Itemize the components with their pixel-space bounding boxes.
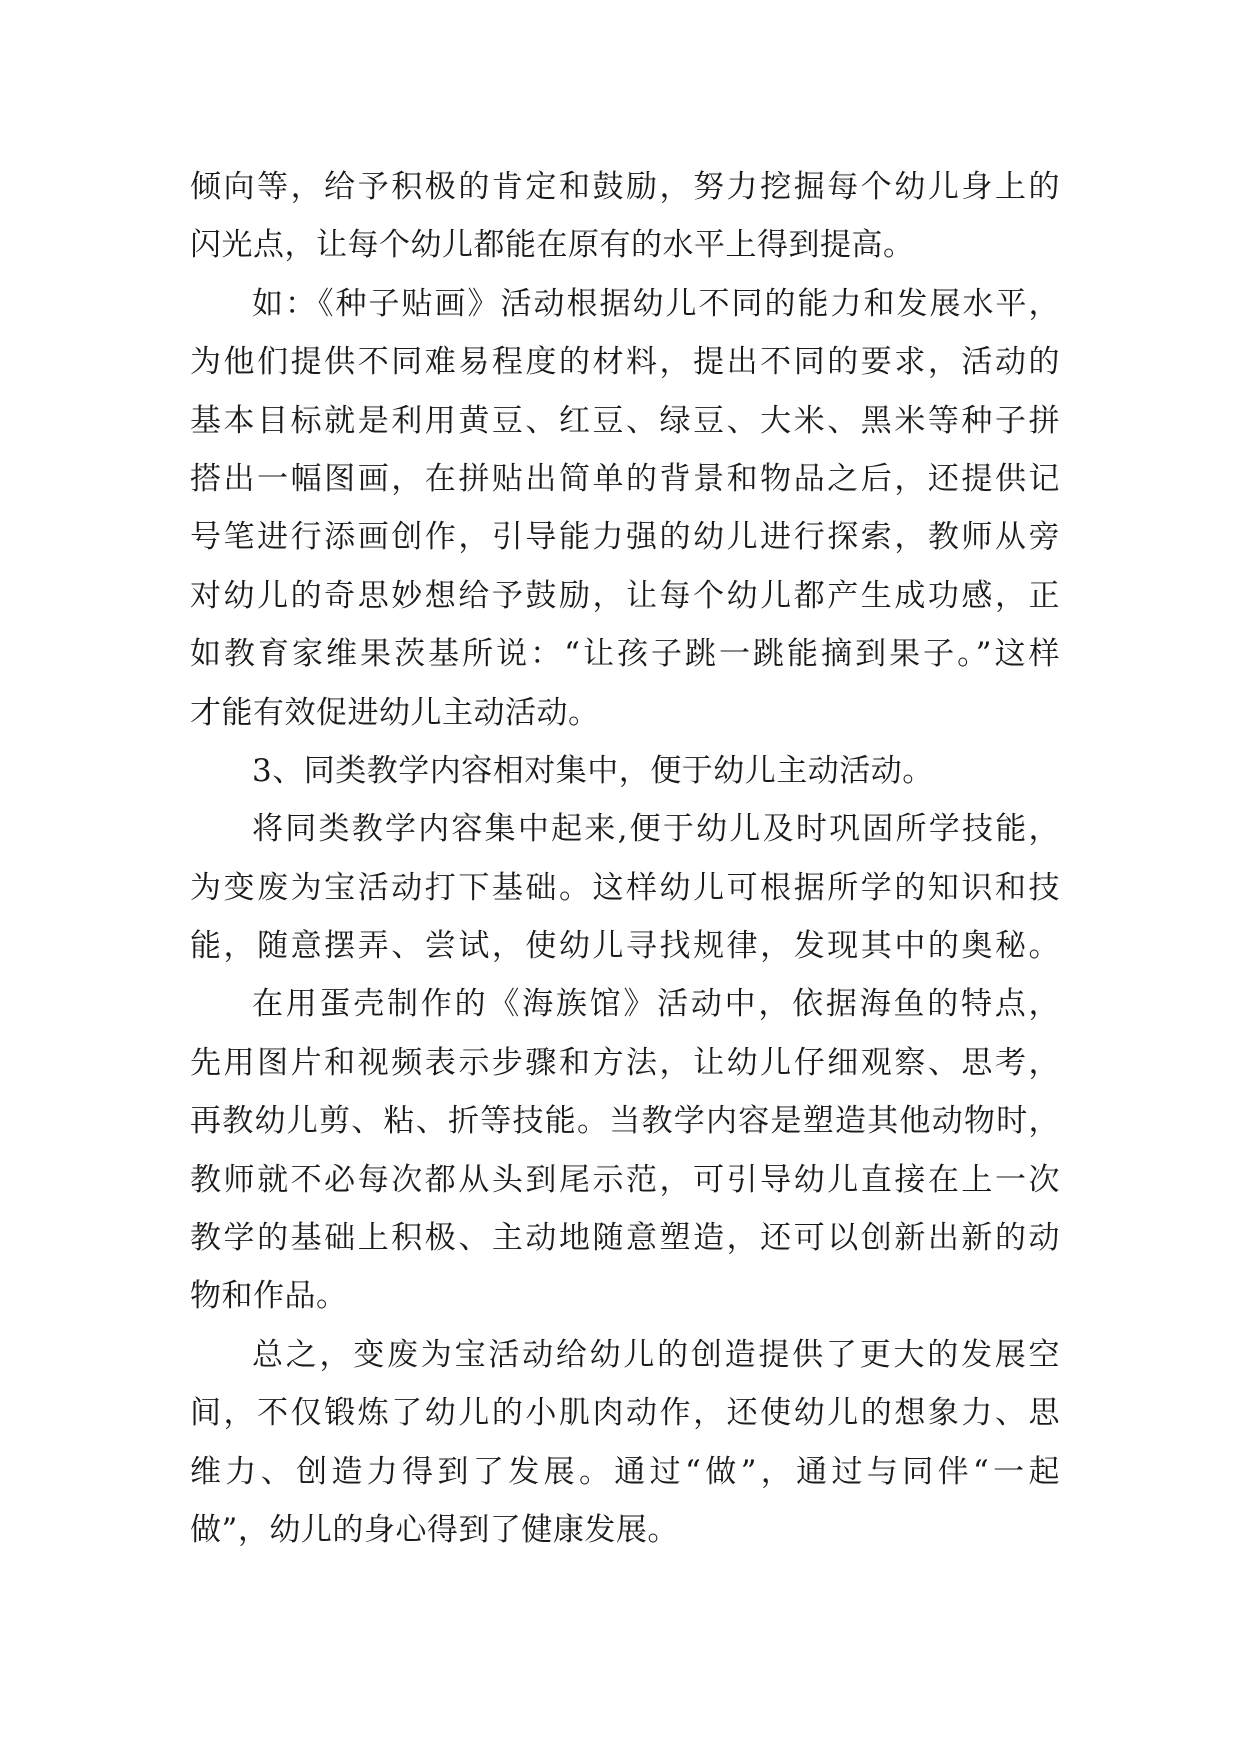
text-line: 号笔进行添画创作，引导能力强的幼儿进行探索，教师从旁 xyxy=(190,519,1060,556)
text-line: 做”，幼儿的身心得到了健康发展。 xyxy=(190,1511,679,1548)
document-body xyxy=(190,158,1060,1559)
text-line: 教学的基础上积极、主动地随意塑造，还可以创新出新的动 xyxy=(190,1220,1060,1257)
text-line: 3、同类教学内容相对集中，便于幼儿主动活动。 xyxy=(252,752,934,789)
text-line: 搭出一幅图画，在拼贴出简单的背景和物品之后，还提供记 xyxy=(190,460,1060,497)
text-line: 总之，变废为宝活动给幼儿的创造提供了更大的发展空 xyxy=(252,1336,1060,1373)
paragraph xyxy=(190,275,1060,742)
text-line: 在用蛋壳制作的《海族馆》活动中，依据海鱼的特点， xyxy=(252,986,1060,1023)
text-line: 闪光点，让每个幼儿都能在原有的水平上得到提高。 xyxy=(190,227,915,264)
paragraph xyxy=(190,975,1060,1325)
text-line: 对幼儿的奇思妙想给予鼓励，让每个幼儿都产生成功感，正 xyxy=(190,577,1060,614)
text-line: 将同类教学内容集中起来,便于幼儿及时巩固所学技能， xyxy=(252,811,1060,848)
text-line: 间，不仅锻炼了幼儿的小肌肉动作，还使幼儿的想象力、思 xyxy=(190,1395,1060,1432)
text-line: 为变废为宝活动打下基础。这样幼儿可根据所学的知识和技 xyxy=(190,869,1060,906)
text-line: 先用图片和视频表示步骤和方法，让幼儿仔细观察、思考， xyxy=(190,1044,1060,1081)
text-line: 倾向等，给予积极的肯定和鼓励，努力挖掘每个幼儿身上的 xyxy=(190,169,1060,205)
section-heading xyxy=(190,742,1060,800)
text-line: 如：《种子贴画》活动根据幼儿不同的能力和发展水平， xyxy=(252,285,1060,322)
text-line: 如教育家维果茨基所说：“让孩子跳一跳能摘到果子。”这样 xyxy=(190,636,1060,673)
paragraph xyxy=(190,158,1060,275)
text-line: 基本目标就是利用黄豆、红豆、绿豆、大米、黑米等种子拼 xyxy=(190,402,1060,439)
paragraph xyxy=(190,1326,1060,1560)
text-line: 维力、创造力得到了发展。通过“做”，通过与同伴“一起 xyxy=(190,1453,1060,1490)
text-line: 能，随意摆弄、尝试，使幼儿寻找规律，发现其中的奥秘。 xyxy=(190,928,1060,965)
paragraph xyxy=(190,800,1060,975)
text-line: 为他们提供不同难易程度的材料，提出不同的要求，活动的 xyxy=(190,344,1060,381)
text-line: 再教幼儿剪、粘、折等技能。当教学内容是塑造其他动物时， xyxy=(190,1103,1060,1140)
text-line: 教师就不必每次都从头到尾示范，可引导幼儿直接在上一次 xyxy=(190,1161,1060,1198)
text-line: 才能有效促进幼儿主动活动。 xyxy=(190,694,600,731)
text-line: 物和作品。 xyxy=(190,1278,348,1315)
